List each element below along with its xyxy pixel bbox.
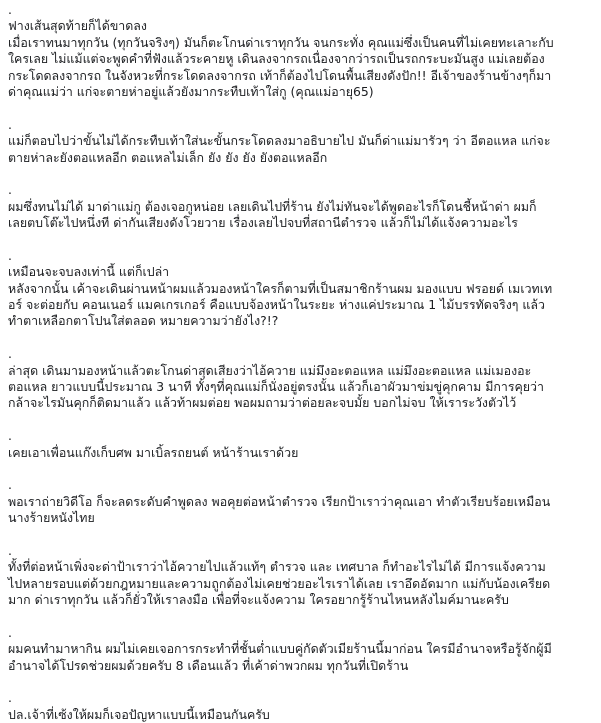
text-line: ผมคนทำมาหากิน ผมไม่เคยเจอการกระทำที่ชั้นต่ำแบบคู่กัดตัวเมียร้านนี้มาก่อน ใครมีอำนาจหรือรู้จักผู้มี: [8, 641, 552, 657]
blank-line: [8, 461, 591, 477]
blank-line: [8, 527, 591, 543]
text-line: มาก ด่าเราทุกวัน แล้วก็ยั่วให้เราลงมือ เพื่อที่จะแจ้งความ ใครอยากรู้ร้านไหนหลังไมค์มานะครับ: [8, 592, 509, 608]
text-line: ทำตาเหลือกตาโปนใส่ตลอด หมายความว่ายังไง?!?: [8, 313, 279, 329]
text-line: .: [8, 116, 12, 132]
text-line: อร์ จะต่อยกับ คอนเนอร์ แมคเกรเกอร์ คือแบบจ้องหน้าในระยะ ห่างแค่ประมาณ 1 ไม้บรรทัดจริงๆ แล้ว: [8, 297, 545, 313]
text-line: แม่ก็ตอบไปว่าขั้นไม่ได้กระทืบเท้าใส่นะขั้นกระโดดลงมาอธิบายไป มันก็ด่าแม่มารัวๆ ว่า อีตอแหล แก่จะ: [8, 133, 551, 149]
text-line: นางร้ายหนังไทย: [8, 510, 95, 526]
text-line: ตายห่าละยังตอแหลอีก ตอแหลไม่เล็ก ยัง ยัง ยัง ยังตอแหลอีก: [8, 149, 328, 165]
text-line: .: [8, 690, 12, 706]
text-line: .: [8, 624, 12, 640]
text-line: พอเราถ่ายวิดีโอ ก็จะลดระดับคำพูดลง พอคุยต่อหน้าตำรวจ เรียกป้าเราว่าคุณเอา ทำตัวเรียบร้อยเหมือน: [8, 493, 551, 509]
blank-line: [8, 412, 591, 428]
text-line: กระโดดลงจากรถ ในจังหวะที่กระโดดลงจากรถ เท้าก็ต้องไปโดนพื้นเสียงดังปัก!! อีเจ้าของร้านข้างๆก็มา: [8, 67, 552, 83]
text-line: .: [8, 542, 12, 558]
text-line: เหมือนจะจบลงเท่านี้ แต่ก็เปล่า: [8, 264, 170, 280]
text-line: ตอแหล ยาวแบบนี้ประมาณ 3 นาที ทั้งๆที่คุณแม่ก็นั่งอยู่ตรงนั้น แล้วก็เอาผัวมาข่มขู่คุกคาม มีการคุยว่า: [8, 378, 544, 394]
text-line: .: [8, 428, 12, 444]
text-line: .: [8, 247, 12, 263]
text-line: .: [8, 346, 12, 362]
text-line: อำนาจได้โปรดช่วยผมด้วยครับ 8 เดือนแล้ว ที่เค้าด่าพวกผม ทุกวันที่เปิดร้าน: [8, 657, 409, 673]
text-line: ปล.เจ้าที่เซ้งให้ผมก็เจอปัญหาแบบนี้เหมือนกันครับ: [8, 706, 270, 722]
text-line: หลังจากนั้น เค้าจะเดินผ่านหน้าผมแล้วมองหน้าใครก็ตามที่เป็นสมาชิกร้านผม มองแบบ ฟรอยด์ เมเวทเท: [8, 280, 553, 296]
text-line: .: [8, 2, 12, 17]
text-line: .: [8, 182, 12, 198]
text-line: เลยตบโต๊ะไปหนึ่งที ด่ากันเสียงดังโวยวาย เรื่องเลยไปจบที่สถานีตำรวจ แล้วก็ไม่ได้แจ้งความอะไร: [8, 215, 518, 231]
text-line: .: [8, 477, 12, 493]
post-heading: ฟางเส้นสุดท้ายก็ได้ขาดลง: [8, 18, 147, 34]
text-line: เคยเอาเพื่อนแก๊งเก็บศพ มาเบิ้ลรถยนต์ หน้าร้านเราด้วย: [8, 444, 299, 460]
blank-line: [8, 231, 591, 247]
text-line: กล้าจะไรมันคุกก็ติดมาแล้ว แล้วท้าผมต่อย พอผมถามว่าต่อยละจบมั้ย บอกไม่จบ ให้เราระวังตัวไว้: [8, 395, 517, 411]
blank-line: [8, 608, 591, 624]
text-line: ผมซึ่งทนไม่ได้ มาด่าแม่กู ต้องเจอกูหน่อย เลยเดินไปที่ร้าน ยังไม่ทันจะได้พูดอะไรก็โดนชี้หน้าด่า ผมก็: [8, 198, 537, 214]
text-line: ใครเลย ไม่แม้แต่จะพูดคำที่ฟังแล้วระคายหู เดินลงจากรถเนื่องจากว่ารถเป็นรถกระบะมันสูง แม่เลยต้อง: [8, 51, 545, 67]
blank-line: [8, 166, 591, 182]
text-line: ด่าคุณแม่ว่า แก่จะตายห่าอยู่แล้วยังมากระทืบเท้าใส่กู (คุณแม่อายุ65): [8, 83, 374, 99]
blank-line: [8, 674, 591, 690]
text-line: ไปหลายรอบแต่ด้วยกฎหมายและความถูกต้องไม่เคยช่วยอะไรเราได้เลย เราอึดอัดมาก แม่กับน้องเครียด: [8, 575, 551, 591]
blank-line: [8, 330, 591, 346]
text-line: ทั้งที่ต่อหน้าเพิ่งจะด่าป้าเราว่าไอ้ควายไปแล้วแท้ๆ ตำรวจ และ เทศบาล ก็ทำอะไรไม่ได้ มีการแจ้งความ: [8, 559, 546, 575]
text-line: เมื่อเราทนมาทุกวัน (ทุกวันจริงๆ) มันก็ตะโกนด่าเราทุกวัน จนกระทั่ง คุณแม่ซึ่งเป็นคนที่ไม่เคยทะเลาะกับ: [8, 34, 554, 50]
text-line: ล่าสุด เดินมามองหน้าแล้วตะโกนด่าสุดเสียงว่าไอ้ควาย แม่มึงอะตอแหล แม่มึงอะตอแหล แม่เมองอะ: [8, 362, 532, 378]
blank-line: [8, 100, 591, 116]
